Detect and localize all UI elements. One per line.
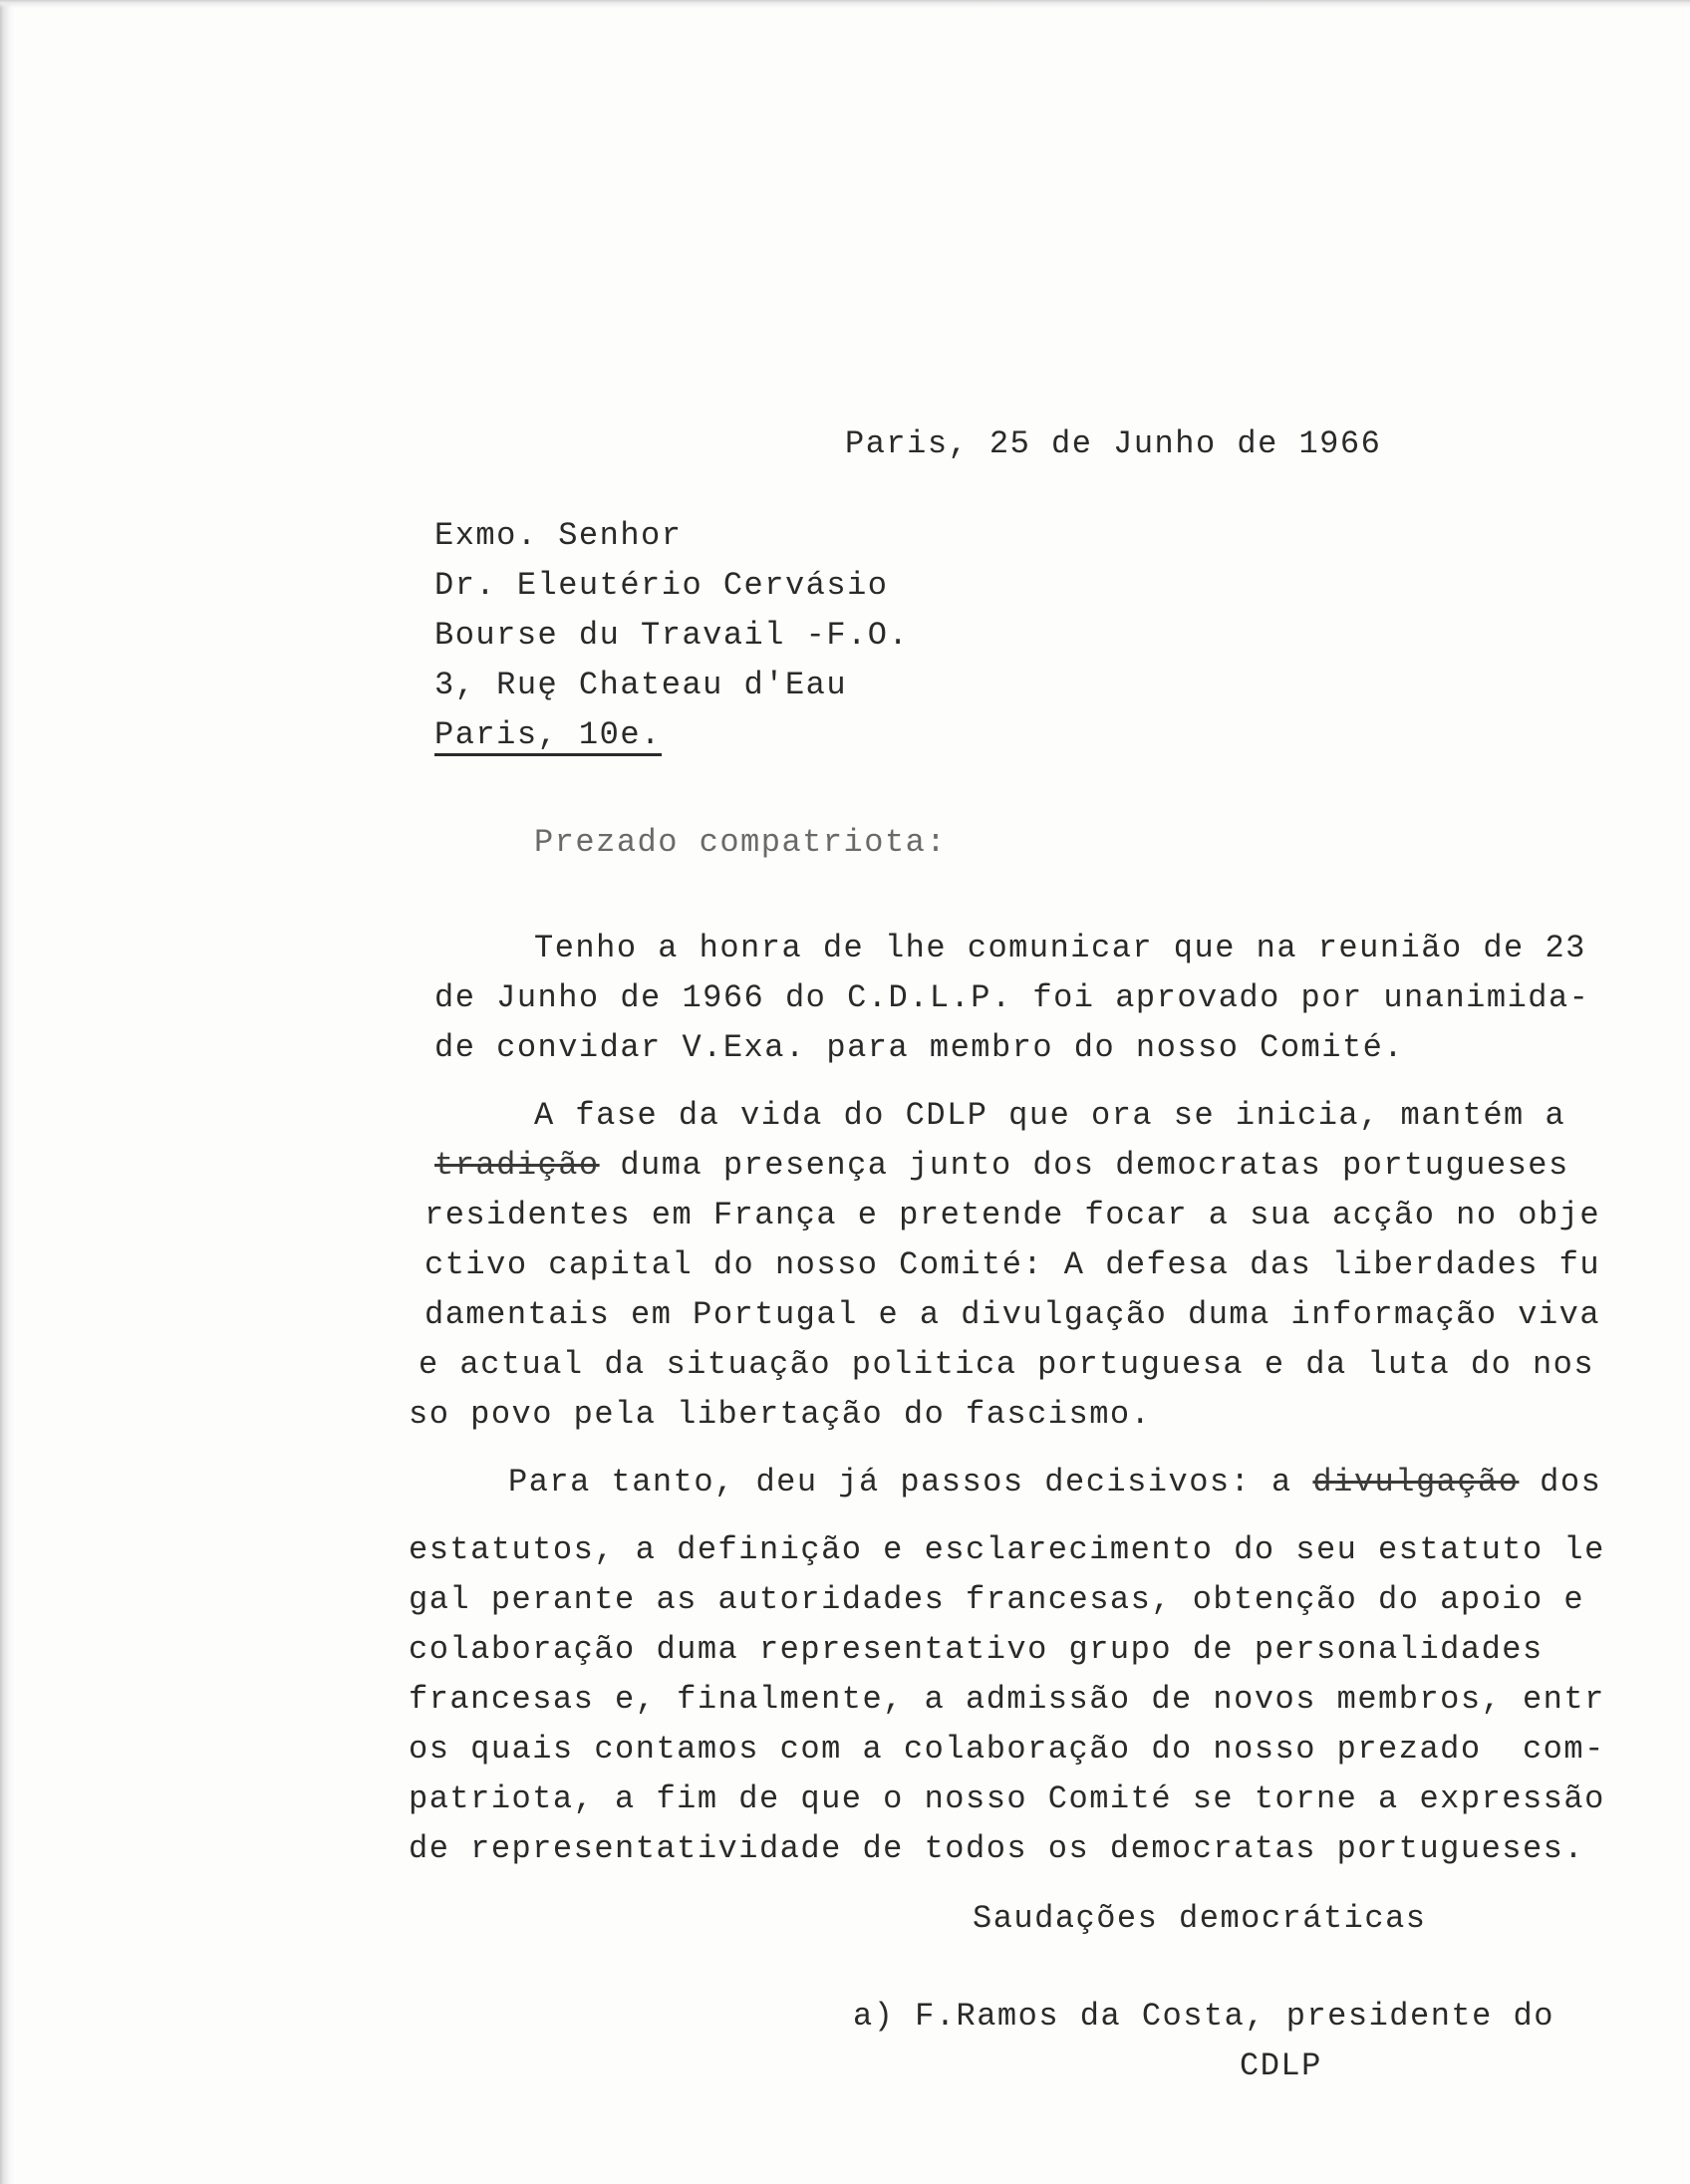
letter-date: Paris, 25 de Junho de 1966 [845,425,1382,462]
paragraph2-line-7: so povo pela libertação do fascismo. [409,1396,1152,1433]
address-line-3: Bourse du Travail -F.O. [434,617,910,654]
paragraph3-line-7: patriota, a fim de que o nosso Comité se torne a expressão [409,1780,1605,1817]
paragraph3-line-1-text: Para tanto, deu já passos decisivos: a [508,1464,1313,1501]
address-line-4: 3, Ruę Chateau d'Eau [434,667,848,703]
paragraph2-line-2-text: duma presença junto dos democratas portugueses [599,1147,1569,1184]
paragraph3-line-6: os quais contamos com a colaboração do nosso prezado com- [409,1731,1605,1768]
paragraph1-line-1: Tenho a honra de lhe comunicar que na reunião de 23 [534,930,1586,966]
paragraph3-line-8: de representatividade de todos os democratas portugueses. [409,1830,1585,1867]
struck-word: divulgação [1312,1464,1520,1501]
scan-left-edge [0,0,14,2184]
paragraph3-line-2: estatutos, a definição e esclarecimento do seu estatuto le [409,1531,1605,1568]
paragraph3-line-3: gal perante as autoridades francesas, obtenção do apoio e [409,1581,1585,1618]
signature-line-1: a) F.Ramos da Costa, presidente do [853,1998,1554,2035]
paragraph3-line-4: colaboração duma representativo grupo de personalidades [409,1631,1544,1668]
paragraph2-line-4: ctivo capital do nosso Comité: A defesa das liberdades fu [424,1246,1601,1283]
paragraph3-line-1-end: dos [1519,1464,1602,1501]
paragraph2-line-3: residentes em França e pretende focar a sua acção no obje [424,1197,1601,1233]
paragraph1-line-2: de Junho de 1966 do C.D.L.P. foi aprovado por unanimida- [434,979,1590,1016]
paragraph2-line-6: e actual da situação politica portuguesa e da luta do nos [419,1346,1595,1383]
signature-line-2: CDLP [1240,2048,1322,2084]
salutation: Prezado compatriota: [534,824,948,861]
paragraph2-line-1: A fase da vida do CDLP que ora se inicia, mantém a [534,1097,1566,1134]
address-line-1: Exmo. Senhor [434,517,683,554]
paragraph2-line-2 [434,1147,1569,1184]
paragraph2-line-5: damentais em Portugal e a divulgação duma informação viva [424,1296,1601,1333]
paragraph3-line-5: francesas e, finalmente, a admissão de novos membros, entr [409,1681,1605,1718]
address-line-2: Dr. Eleutério Cervásio [434,567,889,604]
struck-word: tradição [434,1147,600,1184]
scan-top-edge [0,0,1690,8]
paragraph1-line-3: de convidar V.Exa. para membro do nosso Comité. [434,1029,1405,1066]
closing: Saudações democráticas [973,1900,1427,1937]
paragraph3-line-1 [508,1464,1602,1501]
address-line-5: Paris, 10e. [434,719,662,756]
